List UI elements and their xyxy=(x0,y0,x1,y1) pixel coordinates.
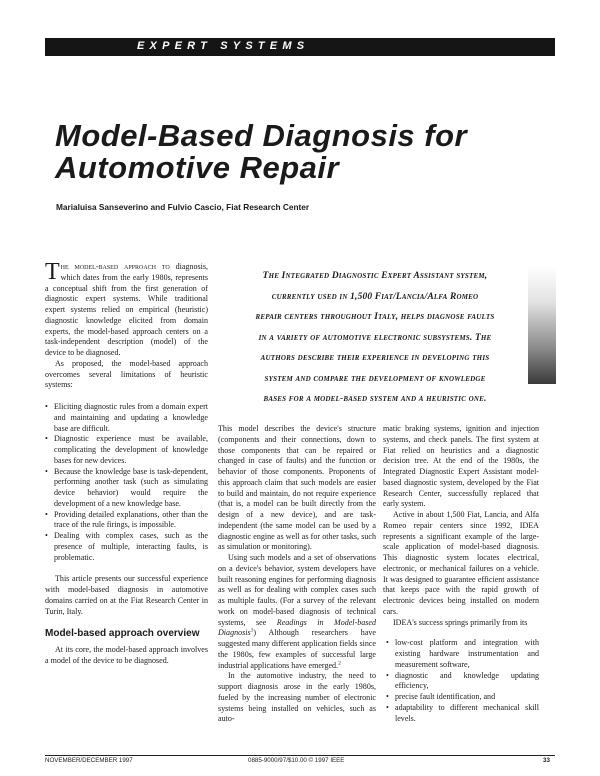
list-item: • adaptability to different mechanical skill levels. xyxy=(386,703,539,725)
deck-line: authors describe their experience in developing this xyxy=(260,353,490,363)
section-label: EXPERT SYSTEMS xyxy=(137,40,310,52)
text-run: ) Although researchers have suggested many different application fields since the 1980s, few examples of successful large industrial applications have emerged. xyxy=(218,628,376,670)
article-deck xyxy=(224,266,526,410)
paragraph: This article presents our successful experience with model-based diagnosis in automotive domains carried on at the Fiat Research Center in Turin, Italy. xyxy=(45,574,208,616)
deck-line: system and compare the development of knowledge xyxy=(264,373,486,384)
list-item: • Diagnostic experience must be available, complicating the development of knowledge bases for new devices. xyxy=(45,434,208,466)
column-3 xyxy=(383,424,539,724)
deck-line: The Integrated Diagnostic Expert Assistant system, xyxy=(262,271,488,281)
list-item: • Providing detailed explanations, other than the trace of the rule firings, is impossible. xyxy=(45,510,208,532)
deck-line: in a variety of automotive electronic subsystems. The xyxy=(258,332,492,343)
deck-line: currently used in 1,500 Fiat/Lancia/Alfa Romeo xyxy=(271,291,479,302)
paragraph xyxy=(218,553,376,671)
intro-text: diagnosis, which dates from the early 1980s, represents a conceptual shift from the first generation of diagnostic expert systems. While traditional expert systems relied on empirical (heuristic) diagnostic knowledge elicited from domain experts, the model-based approach centers on a task-independent description (model) of the device to be diagnosed. xyxy=(45,262,208,357)
paragraph: Active in about 1,500 Fiat, Lancia, and Alfa Romeo repair centers since 1992, IDEA represents a significant example of the large-scale application of model-based diagnosis. This diagnostic system locates electrical, electronic, or mechanical failures on a vehicle. It was designed to guarantee efficient assistance that keeps pace with the rapid growth of electronic devices being installed on modern cars. xyxy=(383,510,539,616)
success-factors-list xyxy=(386,638,539,724)
paragraph: At its core, the model-based approach involves a model of the device to be diagnosed. xyxy=(45,645,208,665)
paragraph: As proposed, the model-based approach overcomes several limitations of heuristic systems: xyxy=(45,358,208,390)
decorative-gradient-bar xyxy=(528,266,556,384)
deck-line: repair centers throughout Italy, helps diagnose faults xyxy=(255,312,495,322)
text-run: Using such models and a set of observations on a device's behavior, system developers have built reasoning engines for performing diagnosis as well as for dealing with complex cases such as multiple faults. (For a survey of the relevant work on model-based diagnosis of technical systems, see xyxy=(218,553,376,627)
list-item: • Eliciting diagnostic rules from a domain expert and maintaining and updating a knowledge base are difficult. xyxy=(45,402,208,434)
copyright-code: 0885-9000/97/$10.00 © 1997 IEEE xyxy=(248,757,345,764)
citation-title: Readings in Model-based Diagnosis xyxy=(218,617,376,638)
title-line-1: Model-Based Diagnosis for xyxy=(55,118,468,153)
list-item: • Because the knowledge base is task-dependent, performing another task (such as simulating device behavior) would require the development of a new knowledge base. xyxy=(45,467,208,510)
section-heading: Model-based approach overview xyxy=(45,628,200,640)
intro-paragraph xyxy=(45,259,208,359)
paragraph: matic braking systems, ignition and injection systems, and check panels. The first system at Fiat relied on heuristics and a diagnostic decision tree. At the end of the 1980s, the Integrated Diagnostic Expert Assistant model-based diagnostic system, developed by the Fiat Research Center, successfully replaced that early system. xyxy=(383,424,539,509)
list-item: • Dealing with complex cases, such as the presence of multiple, interacting faults, is problematic. xyxy=(45,531,208,563)
limitations-list xyxy=(45,402,208,563)
article-title xyxy=(55,120,555,184)
list-item: • low-cost platform and integration with existing hardware instrumentation and measurement software, xyxy=(386,638,539,670)
list-item: • precise fault identification, and xyxy=(386,692,539,703)
deck-line: bases for a model-based system and a heuristic one. xyxy=(263,394,487,404)
drop-cap: T xyxy=(45,259,60,285)
reference-mark: 2 xyxy=(338,659,341,666)
issue-date: NOVEMBER/DECEMBER 1997 xyxy=(45,757,133,764)
column-2 xyxy=(218,424,376,725)
footer-rule xyxy=(45,755,555,756)
list-item: • diagnostic and knowledge updating efficiency, xyxy=(386,671,539,693)
title-line-2: Automotive Repair xyxy=(55,150,340,185)
paragraph: IDEA's success springs primarily from its xyxy=(393,617,528,627)
section-banner xyxy=(45,38,555,56)
paragraph: In the automotive industry, the need to support diagnosis arose in the early 1980s, fueled by the increasing number of electronic systems being installed on vehicles, such as auto- xyxy=(218,671,376,724)
page-number: 33 xyxy=(543,757,550,764)
author-byline: Marialuisa Sanseverino and Fulvio Cascio, Fiat Research Center xyxy=(56,202,310,212)
reference-mark: 1 xyxy=(250,627,254,634)
column-1 xyxy=(45,259,208,667)
lead-in-caps: he model-based approach to xyxy=(60,262,170,271)
paragraph: This model describes the device's structure (components and their connections, down to those components that can be repaired or changed in case of faults) and the function or behavior of those components. Proponents of this approach claim that such models are easier to build and maintain, do not require experience (that is, a model can be built directly from the design of a new device), and are task-independent (the same model can be used by a diagnostic engine as well as for other tasks, such as simulation or monitoring). xyxy=(218,424,376,552)
